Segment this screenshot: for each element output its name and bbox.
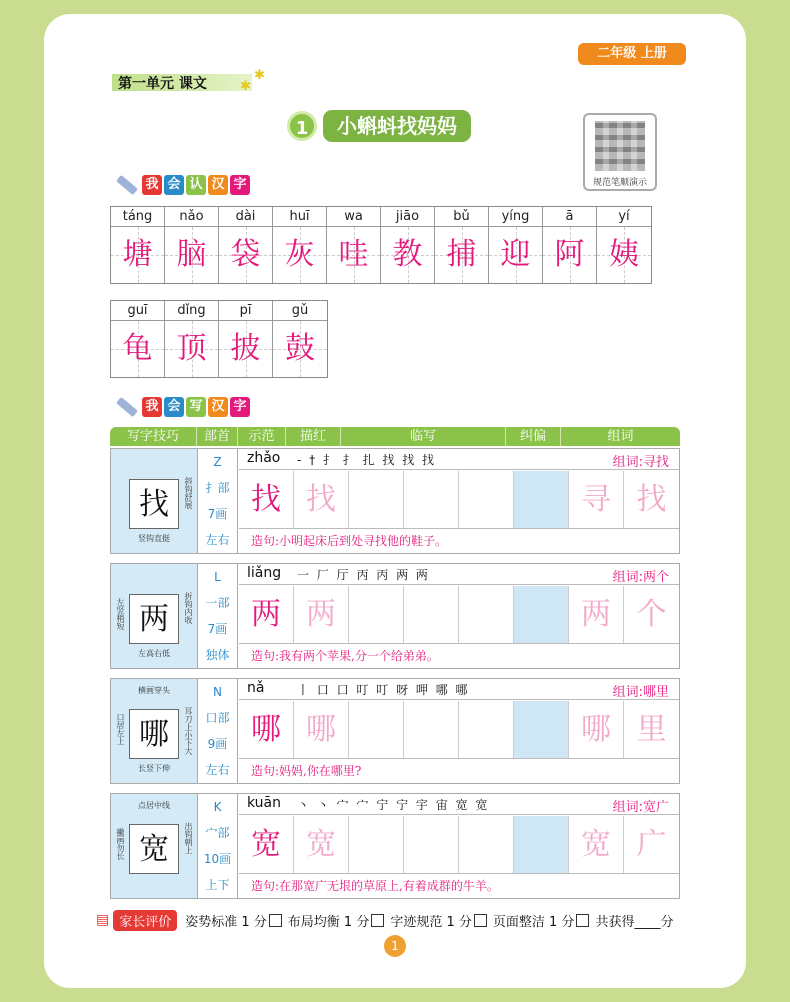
hanzi-text: 迎	[500, 237, 531, 272]
example-sentence: 造句:妈妈,你在哪里?	[251, 764, 362, 778]
example-sentence: 造句:在那宽广无垠的草原上,有着成群的牛羊。	[251, 879, 499, 893]
practice-grid	[239, 586, 679, 644]
structure: 左右	[205, 763, 230, 777]
radical-column	[198, 794, 238, 898]
hanzi-text: 教	[392, 237, 423, 272]
section-recognize-header	[116, 175, 252, 195]
tip-right: 耳刀上小下大	[184, 707, 193, 755]
hanzi-text: 阿	[554, 237, 585, 272]
example-sentence: 造句:小明起床后到处寻找他的鞋子。	[251, 534, 448, 548]
tip-top: 点居中线	[138, 801, 170, 810]
practice-cell[interactable]	[349, 471, 404, 528]
practice-cell[interactable]: 寻	[569, 471, 624, 528]
recognize-cell	[111, 207, 165, 283]
recognize-chip: 字	[230, 175, 250, 195]
practice-cell[interactable]	[459, 701, 514, 758]
index-letter: L	[214, 570, 221, 584]
recognize-table-1	[110, 206, 652, 284]
recognize-chip: 会	[164, 175, 184, 195]
write-header-cell: 写字技巧	[110, 427, 197, 446]
stroke-order: 一 厂 厅 丙 丙 两 两	[297, 568, 430, 582]
write-header-cell: 部首	[197, 427, 238, 446]
write-block	[110, 563, 680, 669]
pinyin-row	[239, 679, 679, 700]
page-number: 1	[384, 935, 406, 957]
write-block	[110, 678, 680, 784]
star-icon: ✱	[254, 68, 265, 83]
hanzi-text: 顶	[176, 331, 207, 366]
recognize-cell	[381, 207, 435, 283]
write-chip: 汉	[208, 397, 228, 417]
recognize-cell	[273, 301, 327, 377]
evaluation-item: 页面整洁 1 分	[492, 914, 575, 930]
pinyin-row	[239, 449, 679, 470]
tip-top: 横画穿头	[138, 686, 170, 695]
writing-tip	[111, 794, 198, 898]
hanzi-char	[219, 227, 272, 283]
qr-caption: 规范笔顺演示	[592, 178, 647, 188]
practice-cell[interactable]	[459, 586, 514, 643]
char-pinyin: liǎng	[247, 565, 282, 581]
model-char-box: 宽	[129, 824, 179, 874]
hanzi-char	[489, 227, 542, 283]
tip-right: 出钩朝上	[184, 822, 193, 854]
practice-grid	[239, 816, 679, 874]
stroke-count: 9画	[207, 737, 228, 751]
stroke-order: 丨 口 口 叮 叮 呀 呷 哪 哪	[297, 683, 470, 697]
practice-cell[interactable]: 两	[239, 586, 294, 643]
lesson-title	[287, 109, 471, 143]
writing-tip	[111, 449, 198, 553]
parent-evaluation	[96, 909, 673, 931]
recognize-cell	[435, 207, 489, 283]
hanzi-text: 灰	[284, 237, 315, 272]
char-pinyin: zhǎo	[247, 450, 281, 466]
hanzi-char	[543, 227, 596, 283]
pinyin-row	[239, 564, 679, 585]
pinyin-label: huī	[273, 207, 326, 227]
hanzi-char	[273, 321, 327, 377]
books-icon: ▤	[96, 912, 110, 928]
tip-left: 左竖稍短	[116, 598, 125, 630]
pinyin-row	[239, 794, 679, 815]
evaluation-checkbox[interactable]	[371, 914, 384, 927]
pinyin-label: dài	[219, 207, 272, 227]
model-char-box: 两	[129, 594, 179, 644]
hanzi-text: 脑	[176, 237, 207, 272]
recognize-cell	[111, 301, 165, 377]
recognize-cell	[489, 207, 543, 283]
write-chip: 字	[230, 397, 250, 417]
pinyin-label: dǐng	[165, 301, 218, 321]
radical: 宀部	[205, 826, 230, 840]
section-write-header	[116, 397, 252, 417]
recognize-chip: 认	[186, 175, 206, 195]
hanzi-text: 龟	[122, 331, 153, 366]
hanzi-char	[273, 227, 326, 283]
tip-left: 口居左上	[116, 713, 125, 745]
pinyin-label: yíng	[489, 207, 542, 227]
unit-label-bar	[112, 74, 252, 91]
tip-right: 折钩内收	[184, 592, 193, 624]
example-sentence: 造句:我有两个苹果,分一个给弟弟。	[251, 649, 439, 663]
practice-cell[interactable]: 个	[636, 597, 667, 632]
recognize-chip: 我	[142, 175, 162, 195]
recognize-cell	[219, 207, 273, 283]
pinyin-label: bǔ	[435, 207, 488, 227]
writing-tip	[111, 564, 198, 668]
radical: 扌部	[205, 481, 230, 495]
hanzi-text: 袋	[230, 237, 261, 272]
hanzi-char	[435, 227, 488, 283]
pinyin-label: pī	[219, 301, 272, 321]
stroke-count: 7画	[207, 507, 228, 521]
write-chip: 我	[142, 397, 162, 417]
hanzi-char	[327, 227, 380, 283]
practice-cell[interactable]: 找	[636, 482, 667, 517]
stroke-demo-qr[interactable]	[583, 113, 657, 191]
word-group: 组词:宽广	[612, 800, 669, 815]
practice-cell[interactable]	[404, 701, 459, 758]
hanzi-char	[165, 227, 218, 283]
recognize-cell	[219, 301, 273, 377]
practice-cell[interactable]	[514, 816, 569, 873]
grade-badge: 二年级 上册	[578, 43, 686, 65]
tip-right: 斜钩舒展	[184, 477, 193, 509]
stroke-count: 7画	[207, 622, 228, 636]
stroke-count: 10画	[203, 852, 232, 866]
word-group: 组词:哪里	[612, 685, 669, 700]
index-letter: K	[213, 800, 222, 814]
practice-cell[interactable]: 哪	[239, 701, 294, 758]
write-header-cell: 纠偏	[506, 427, 561, 446]
model-char-box: 哪	[129, 709, 179, 759]
recognize-cell	[327, 207, 381, 283]
recognize-table-2	[110, 300, 328, 378]
hanzi-char	[597, 227, 651, 283]
hanzi-text: 捕	[446, 237, 477, 272]
radical-column	[198, 679, 238, 783]
star-icon: ✱	[240, 79, 251, 94]
practice-cell[interactable]	[404, 816, 459, 873]
stroke-order: 丶 丶 宀 宀 宁 宁 宇 宙 宽 宽	[297, 798, 490, 812]
pinyin-label: gǔ	[273, 301, 327, 321]
write-chip: 会	[164, 397, 184, 417]
pencil-icon	[116, 397, 138, 417]
word-group: 组词:两个	[612, 570, 669, 585]
practice-cell[interactable]	[404, 586, 459, 643]
structure: 独体	[205, 648, 230, 662]
practice-cell[interactable]	[514, 586, 569, 643]
hanzi-char	[219, 321, 272, 377]
practice-cell[interactable]	[349, 586, 404, 643]
practice-cell[interactable]	[514, 471, 569, 528]
word-group: 组词:寻找	[612, 455, 669, 470]
pinyin-label: ā	[543, 207, 596, 227]
practice-cell[interactable]: 哪	[569, 701, 624, 758]
hanzi-text: 披	[230, 331, 261, 366]
practice-cell[interactable]: 两	[569, 586, 624, 643]
char-pinyin: kuān	[247, 795, 282, 811]
write-table-header	[110, 427, 680, 446]
unit-label: 第一单元 课文	[118, 76, 207, 92]
hanzi-char	[165, 321, 218, 377]
evaluation-label: 家长评价	[113, 910, 177, 931]
writing-tip	[111, 679, 198, 783]
practice-cell[interactable]: 找	[294, 471, 349, 528]
hanzi-char	[381, 227, 434, 283]
practice-cell[interactable]: 里	[636, 712, 667, 747]
radical-column	[198, 449, 238, 553]
lesson-number: 1	[287, 111, 317, 141]
evaluation-total: 共获得____分	[595, 914, 674, 930]
index-letter: Z	[213, 455, 222, 469]
char-pinyin: nǎ	[247, 680, 265, 696]
write-header-cell: 示范	[238, 427, 286, 446]
practice-cell[interactable]	[404, 471, 459, 528]
radical: 口部	[205, 711, 230, 725]
practice-cell[interactable]	[514, 701, 569, 758]
practice-grid	[239, 471, 679, 529]
evaluation-item: 姿势标准 1 分	[185, 914, 267, 930]
write-chip: 写	[186, 397, 206, 417]
practice-cell[interactable]: 哪	[294, 701, 349, 758]
recognize-cell	[543, 207, 597, 283]
evaluation-checkbox[interactable]	[576, 914, 589, 927]
recognize-chip: 汉	[208, 175, 228, 195]
recognize-cell	[165, 301, 219, 377]
write-header-cell: 组词	[607, 429, 634, 444]
recognize-cell	[597, 207, 651, 283]
radical: 一部	[205, 596, 230, 610]
radical-column	[198, 564, 238, 668]
evaluation-item: 布局均衡 1 分	[287, 914, 370, 930]
pinyin-label: jiāo	[381, 207, 434, 227]
write-header-cell: 描红	[286, 427, 341, 446]
practice-cell[interactable]: 宽	[569, 816, 624, 873]
practice-grid	[239, 701, 679, 759]
structure: 上下	[205, 878, 230, 892]
recognize-cell	[273, 207, 327, 283]
pinyin-label: wa	[327, 207, 380, 227]
hanzi-text: 鼓	[285, 331, 315, 366]
lesson-name: 小蝌蚪找妈妈	[323, 110, 471, 142]
write-header-cell: 临写	[341, 427, 506, 446]
qr-overlay	[595, 121, 645, 171]
hanzi-char	[111, 227, 164, 283]
structure: 左右	[205, 533, 230, 547]
practice-cell[interactable]: 宽	[294, 816, 349, 873]
pinyin-label: guī	[111, 301, 164, 321]
hanzi-text: 哇	[338, 237, 369, 272]
evaluation-item: 字迹规范 1 分	[390, 914, 472, 930]
index-letter: N	[213, 685, 222, 699]
stroke-order: - † 扌 扌 扎 找 找 找	[297, 453, 437, 467]
practice-cell[interactable]	[459, 816, 514, 873]
hanzi-text: 姨	[609, 237, 639, 272]
practice-cell[interactable]	[349, 816, 404, 873]
model-char-box: 找	[129, 479, 179, 529]
tip-bottom: 左高右低	[138, 649, 170, 658]
pencil-icon	[116, 175, 138, 195]
pinyin-label: yí	[597, 207, 651, 227]
practice-cell[interactable]	[459, 471, 514, 528]
practice-cell[interactable]	[349, 701, 404, 758]
pinyin-label: táng	[111, 207, 164, 227]
write-block	[110, 793, 680, 899]
evaluation-checkbox[interactable]	[474, 914, 487, 927]
evaluation-checkbox[interactable]	[269, 914, 282, 927]
recognize-cell	[165, 207, 219, 283]
pinyin-label: nǎo	[165, 207, 218, 227]
write-block	[110, 448, 680, 554]
practice-cell[interactable]: 两	[294, 586, 349, 643]
practice-cell[interactable]: 宽	[239, 816, 294, 873]
hanzi-text: 塘	[122, 237, 153, 272]
hanzi-char	[111, 321, 164, 377]
practice-cell[interactable]: 找	[239, 471, 294, 528]
practice-cell[interactable]: 广	[636, 827, 667, 862]
tip-bottom: 长竖下伸	[138, 764, 170, 773]
tip-bottom: 竖钩直挺	[138, 534, 170, 543]
tip-left: 撇画勿长	[116, 828, 125, 860]
